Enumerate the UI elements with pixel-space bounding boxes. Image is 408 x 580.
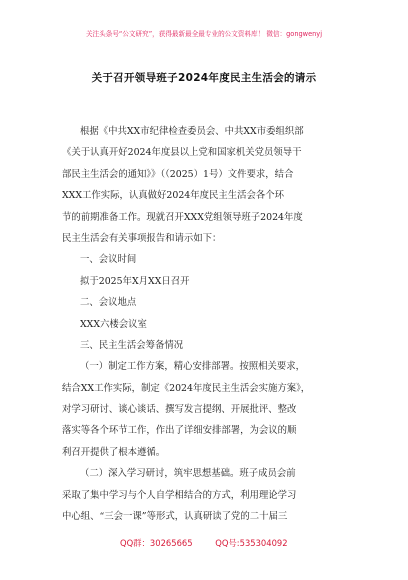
body-line: XXX六楼会议室	[80, 318, 147, 330]
document-body	[62, 121, 346, 527]
section-heading: 二、会议地点	[80, 297, 137, 309]
body-line: 《关于认真开好2024年度县以上党和国家机关党员领导干	[62, 147, 302, 159]
section-heading: 一、会议时间	[80, 254, 137, 266]
body-line: XXX工作实际，认真做好2024年度民主生活会各个环	[62, 190, 285, 202]
body-line: 部民主生活会的通知》》（（2025）1号）文件要求，结合	[62, 168, 294, 180]
body-line: 节的前期准备工作。现就召开XXX党组领导班子2024年度	[62, 211, 303, 223]
footer-qq-group: QQ群：30265665	[120, 538, 193, 548]
body-line: 落实等各个环节工作，作出了详细安排部署，为会议的顺	[62, 425, 297, 437]
body-line: （一）制定工作方案，精心安排部署。按照相关要求，	[80, 361, 306, 373]
body-line: 中心组、“三会一课”等形式，认真研读了党的二十届三	[62, 511, 288, 523]
body-line: 采取了集中学习与个人自学相结合的方式，利用理论学习	[62, 489, 297, 501]
section-heading: 三、民主生活会筹备情况	[80, 339, 184, 351]
body-line: 根据《中共XX市纪律检查委员会、中共XX市委组织部	[80, 126, 304, 137]
document-title: 关于召开领导班子2024年度民主生活会的请示	[91, 72, 317, 84]
header-banner: 关注头条号“公文研究”，获得最新最全最专业的公文资料库！ 微信：gongwenyj	[85, 30, 323, 38]
body-line: 民主生活会有关事项报告和请示如下：	[62, 232, 222, 244]
body-line: （二）深入学习研讨，筑牢思想基础。班子成员会前	[80, 468, 296, 480]
body-line: 对学习研讨、谈心谈话、撰写发言提纲、开展批评、整改	[62, 404, 297, 416]
body-line: 结合XX工作实际，制定《2024年度民主生活会实施方案》，	[62, 382, 311, 394]
body-line: 利召开提供了根本遵循。	[62, 446, 166, 458]
body-line: 拟于2025年X月XX日召开	[80, 275, 190, 287]
footer-contact	[120, 537, 308, 549]
footer-qq-number: QQ号:535304092	[215, 538, 288, 548]
